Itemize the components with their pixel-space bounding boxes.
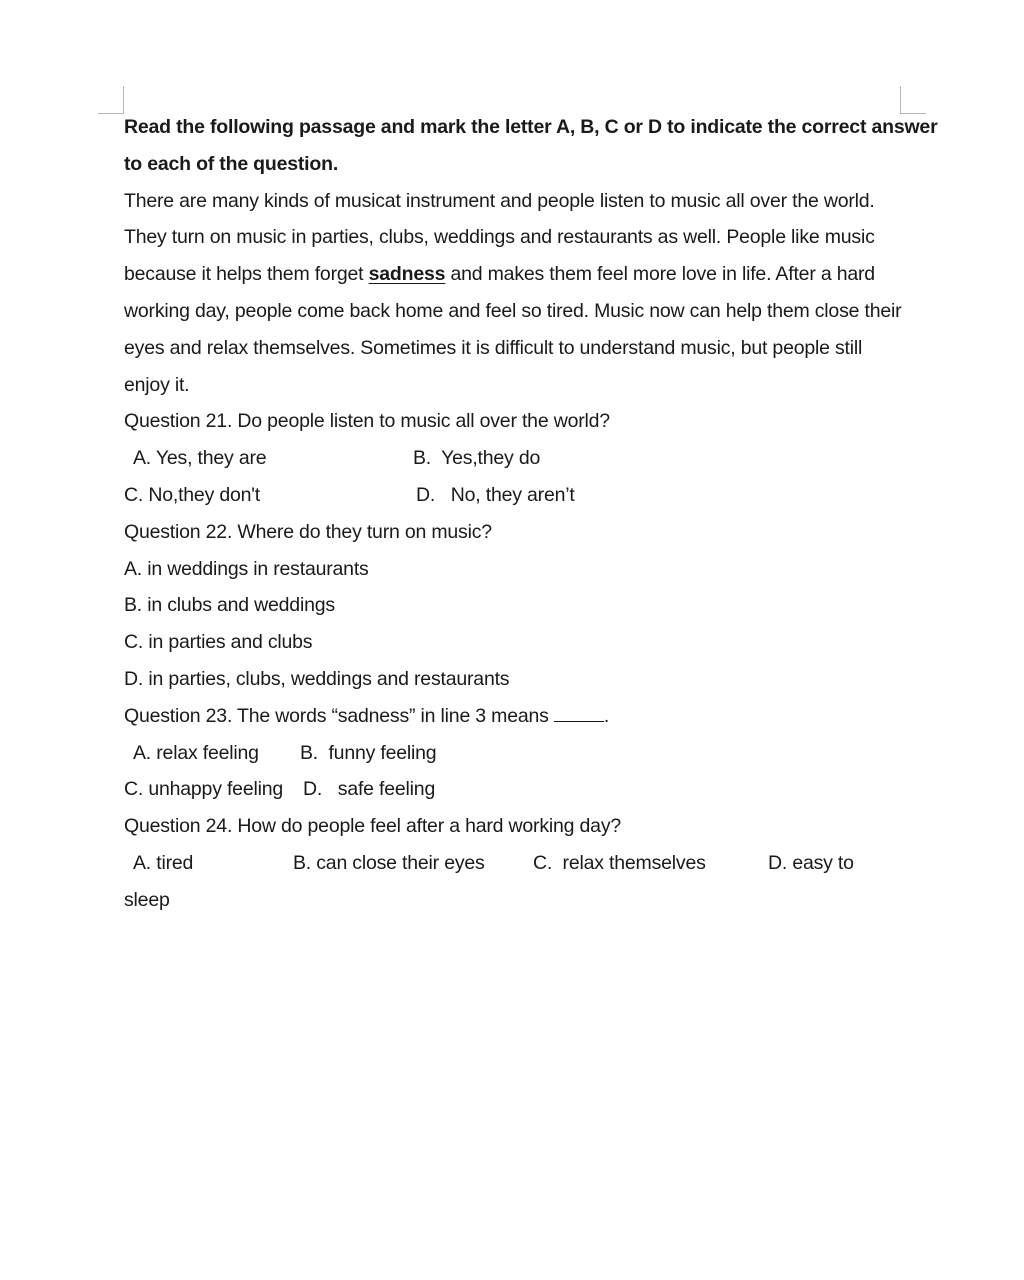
option-b [413,440,540,477]
option-letter: A. [133,741,152,764]
option-letter: D. [768,851,788,874]
question-label: Question 24. [124,815,233,838]
option-a [124,551,914,588]
option-text: in clubs and weddings [142,594,335,617]
question-label: Question 21. [124,410,233,433]
question-text: The words “sadness” in line 3 means [232,704,554,727]
passage-line-6: enjoy it. [124,373,190,396]
question-text: Where do they turn on music? [232,520,492,543]
passage-text: because it helps them forget [124,263,369,286]
option-letter: A. [133,851,152,874]
option-a [133,735,259,772]
option-c [533,845,706,882]
passage-line-4: working day, people come back home and feel so tired. Music now can help them close their [124,299,902,322]
option-a [133,440,266,477]
option-text: in weddings in restaurants [142,557,369,580]
option-text: Yes,they do [431,447,541,470]
option-letter: A. [124,557,143,580]
option-letter: A. [133,447,152,470]
option-d [124,661,914,698]
option-text: can close their eyes [311,851,485,874]
options-row [124,477,914,514]
option-letter: B. [413,447,432,470]
question-label: Question 22. [124,520,233,543]
passage-text: and makes them feel more love in life. After a hard [445,263,875,286]
option-letter: D. [416,483,436,506]
option-letter: B. [293,851,312,874]
option-text: in parties, clubs, weddings and restaurants [143,667,510,690]
document-body [124,109,938,919]
option-text: safe feeling [322,778,436,801]
crop-mark-top-left [98,113,124,114]
question-text: Do people listen to music all over the world? [232,410,610,433]
question-text: How do people feel after a hard working day? [232,815,622,838]
option-c [124,624,914,661]
option-text: unhappy feeling [143,778,284,801]
options-row [124,735,914,772]
underlined-word: sadness [368,263,446,286]
option-letter: C. [533,851,553,874]
options-row [124,440,914,477]
option-letter: D. [303,778,323,801]
question-21 [124,403,914,440]
option-text: funny feeling [318,741,437,764]
option-letter: C. [124,483,144,506]
option-a [133,845,193,882]
option-d [768,845,854,882]
option-letter: C. [124,778,144,801]
options-row [124,845,914,882]
question-text: . [603,704,610,727]
option-d-wrap: sleep [124,888,170,911]
option-text: No,they don't [143,483,261,506]
answer-blank [554,701,604,722]
option-text: relax feeling [151,741,259,764]
question-24 [124,808,914,845]
option-text: in parties and clubs [143,631,313,654]
question-22 [124,514,914,551]
option-letter: B. [300,741,319,764]
instruction-line-2: to each of the question. [124,152,339,175]
option-text: relax themselves [552,851,706,874]
option-letter: D. [124,667,144,690]
option-d [416,477,575,514]
option-b [300,735,436,772]
option-letter: C. [124,631,144,654]
option-text: Yes, they are [151,447,267,470]
option-b [293,845,485,882]
question-label: Question 23. [124,704,233,727]
passage-line-1: There are many kinds of musicat instrument and people listen to music all over the world. [124,189,875,212]
passage-line-3 [124,256,914,293]
option-c [124,477,260,514]
option-text: easy to [787,851,854,874]
option-b [124,587,914,624]
passage-line-5: eyes and relax themselves. Sometimes it is difficult to understand music, but people still [124,336,863,359]
options-row [124,771,914,808]
passage-line-2: They turn on music in parties, clubs, weddings and restaurants as well. People like music [124,226,875,249]
option-d [303,771,435,808]
option-text: No, they aren’t [435,483,575,506]
instruction-line-1: Read the following passage and mark the letter A, B, C or D to indicate the correct answer [124,116,938,138]
option-letter: B. [124,594,143,617]
option-c [124,771,283,808]
option-text: tired [151,851,194,874]
question-23 [124,698,914,735]
